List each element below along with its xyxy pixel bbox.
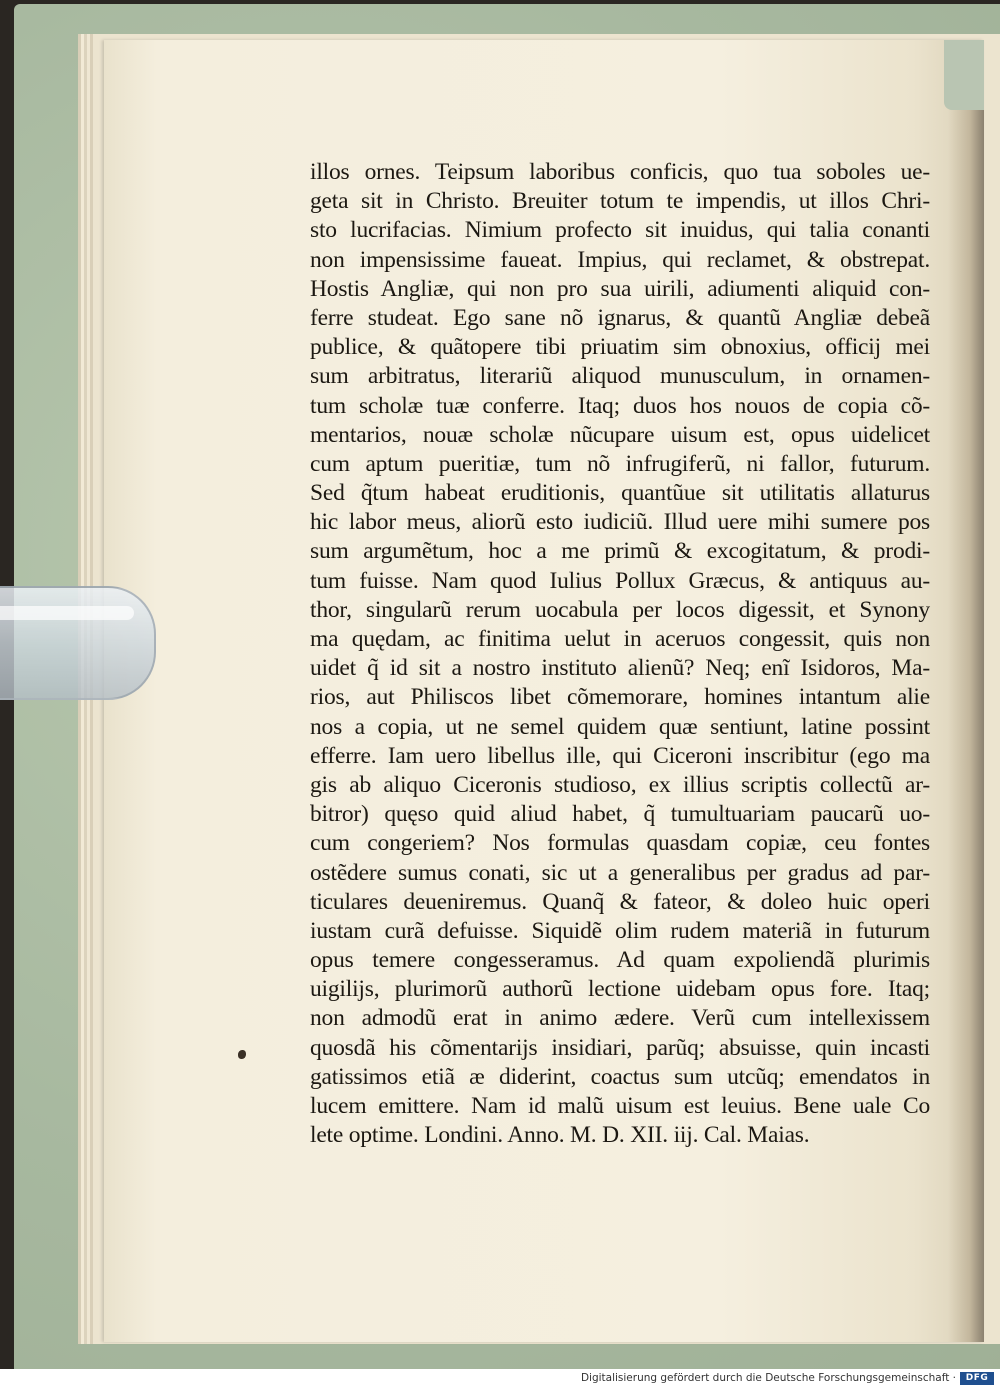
text-line: rios, aut Philiscos libet cõmemorare, homines intantum alie <box>310 684 930 711</box>
text-line: ma quędam, ac finitima uelut in aceruos congessit, quis non <box>310 626 930 652</box>
text-line: opus temere congesseramus. Ad quam expoliendã plurimis <box>310 947 930 974</box>
text-line: ferre studeat. Ego sane nõ ignarus, & quantũ Angliæ debeã <box>310 304 930 331</box>
text-line: mentarios, nouæ scholæ nũcupare uisum est, opus uidelicet <box>310 421 930 448</box>
text-line: hic labor meus, aliorũ esto iudiciũ. Illud uere mihi sumere pos <box>310 509 930 536</box>
text-line: quosdã his cõmentarijs insidiari, parũq; absuisse, quin incasti <box>310 1034 930 1061</box>
text-line: sum argumẽtum, hoc a me primũ & excogitatum, & prodi- <box>310 538 930 565</box>
page-text-block <box>310 158 930 1150</box>
next-page-corner <box>944 40 984 110</box>
text-line: sto lucrifacias. Nimium profecto sit inuidus, qui talia conanti <box>310 217 930 244</box>
text-line: non impensissime faueat. Impius, qui reclamet, & obstrepat. <box>310 246 930 273</box>
text-line: tum fuisse. Nam quod Iulius Pollux Græcus, & antiquus au- <box>310 567 930 594</box>
text-line: non admodũ erat in animo ædere. Verũ cum intellexissem <box>310 1005 930 1032</box>
text-line: uidet q̃ id sit a nostro instituto alienũ? Neq; enĩ Isidoros, Ma- <box>310 655 930 682</box>
footer-bar <box>0 1369 1000 1389</box>
page-holder-clip <box>0 586 156 700</box>
text-line: gatissimos etiã æ diderint, coactus sum utcũq; emendatos in <box>310 1063 930 1090</box>
text-line: cum congeriem? Nos formulas quasdam copiæ, ceu fontes <box>310 830 930 857</box>
text-line: ticulares deueniremus. Quanq̃ & fateor, & doleo huic operi <box>310 888 930 915</box>
text-line: iustam curã defuisse. Siquidẽ olim rudem materiã in futurum <box>310 917 930 944</box>
text-line: Hostis Angliæ, qui non pro sua uirili, adiumenti aliquid con- <box>310 275 930 302</box>
text-line: sum arbitratus, literariũ aliquod munusculum, in ornamen- <box>310 363 930 390</box>
text-line: uigilijs, plurimorũ authorũ lectione uidebam opus fore. Itaq; <box>310 976 930 1003</box>
dfg-logo: DFG <box>960 1372 994 1385</box>
text-line: bitror) quęso quid aliud habet, q̃ tumultuariam paucarũ uo- <box>310 801 930 828</box>
text-line: ostẽdere sumus conati, sic ut a generalibus per gradus ad par- <box>310 859 930 886</box>
text-line: gis ab aliquo Ciceronis studioso, ex illius scriptis collectũ ar- <box>310 771 930 798</box>
text-line: lucem emittere. Nam id malũ uisum est leuius. Bene uale Co <box>310 1093 930 1119</box>
text-line: cum aptum pueritiæ, tum nõ infrugiferũ, ni fallor, futurum. <box>310 450 930 477</box>
funding-credit: Digitalisierung gefördert durch die Deutsche Forschungsgemeinschaft · <box>580 1372 956 1384</box>
page-gutter <box>948 40 984 1342</box>
text-line: thor, singularũ rerum uocabula per locos digessit, et Synony <box>310 596 930 623</box>
ink-mark <box>238 1050 246 1059</box>
text-line: efferre. Iam uero libellus ille, qui Ciceroni inscribitur (ego ma <box>310 742 930 769</box>
text-line: lete optime. Londini. Anno. M. D. XII. iij. Cal. Maias. <box>310 1122 810 1149</box>
text-line: publice, & quãtopere tibi priuatim sim obnoxius, officij mei <box>310 334 930 361</box>
text-line: geta sit in Christo. Breuiter totum te impendis, ut illos Chri- <box>310 188 930 215</box>
text-line: illos ornes. Teipsum laboribus conficis, quo tua soboles ue- <box>310 159 930 185</box>
text-line: tum scholæ tuæ conferre. Itaq; duos hos nouos de copia cõ- <box>310 392 930 419</box>
text-line: Sed q̃tum habeat eruditionis, quantũue sit utilitatis allaturus <box>310 480 930 507</box>
text-line: nos a copia, ut ne semel quidem quæ sentiunt, latine possint <box>310 713 930 740</box>
